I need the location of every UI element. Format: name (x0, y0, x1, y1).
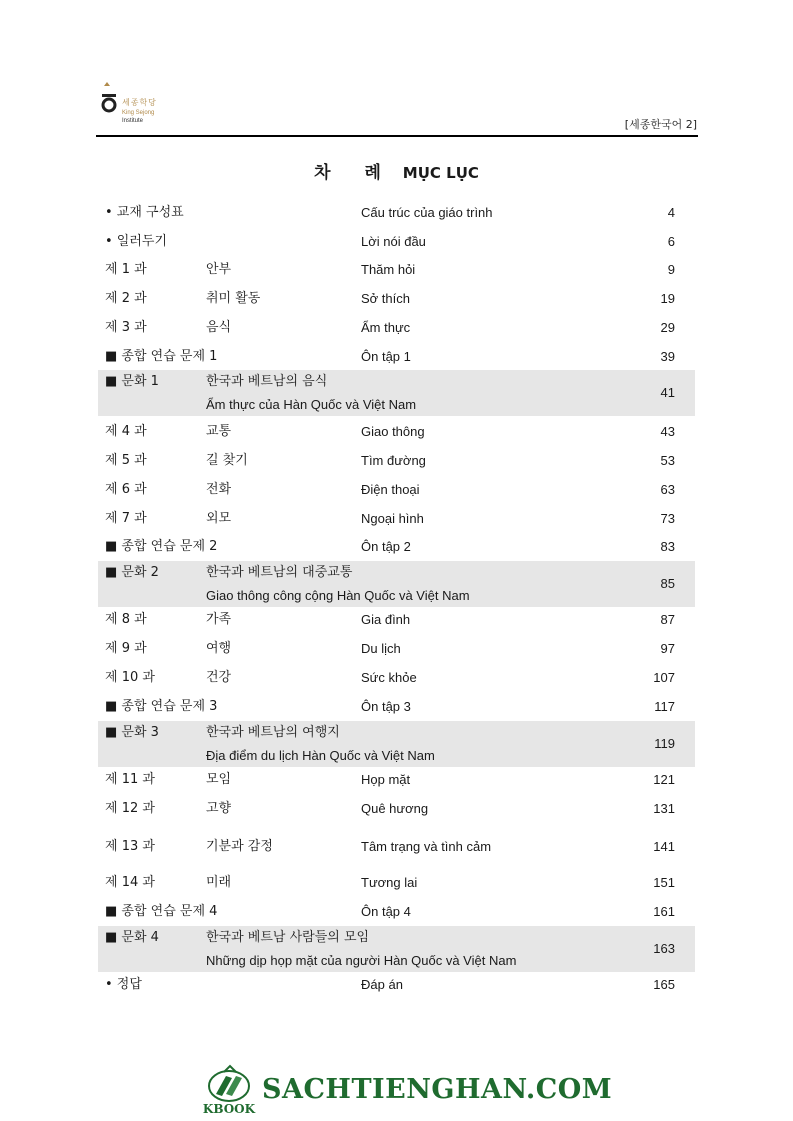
toc-page-number: 29 (660, 320, 675, 335)
toc-vietnamese-title: Giao thông (361, 424, 425, 439)
toc-row (98, 291, 695, 309)
toc-label: 제 4 과 (105, 424, 147, 439)
toc-row (98, 904, 695, 922)
toc-korean-title: 모임 (206, 772, 232, 787)
toc-label: 제 6 과 (105, 482, 147, 497)
kbook-book-icon (204, 1064, 254, 1104)
toc-label: 제 2 과 (105, 291, 147, 306)
toc-vietnamese-title: Giao thông công cộng Hàn Quốc và Việt Nam (206, 588, 470, 603)
toc-page-number: 9 (667, 262, 675, 277)
toc-page-number: 41 (660, 385, 675, 400)
toc-korean-title: 전화 (206, 482, 232, 497)
toc-row-culture (98, 561, 695, 607)
logo-english-name: King Sejong (122, 110, 155, 116)
toc-label: 제 10 과 (105, 670, 155, 685)
page-title (0, 158, 793, 183)
toc-row-culture (98, 370, 695, 416)
toc-label: ■ 종합 연습 문제 3 (105, 699, 218, 714)
toc-korean-title: 여행 (206, 641, 232, 656)
toc-page-number: 163 (653, 941, 675, 956)
toc-vietnamese-title: Tâm trạng và tình cảm (361, 839, 492, 854)
toc-label: ■ 종합 연습 문제 2 (105, 539, 218, 554)
toc-row (98, 612, 695, 630)
toc-label: 제 8 과 (105, 612, 147, 627)
toc-row (98, 349, 695, 367)
institute-emblem-icon (98, 82, 122, 116)
toc-row (98, 320, 695, 338)
toc-page-number: 141 (653, 839, 675, 854)
toc-label: ■ 종합 연습 문제 4 (105, 904, 218, 919)
toc-page-number: 53 (660, 453, 675, 468)
logo-english-suffix: Institute (122, 118, 144, 124)
toc-vietnamese-title: Cấu trúc của giáo trình (361, 205, 493, 220)
toc-vietnamese-title: Lời nói đầu (361, 234, 426, 249)
toc-korean-title: 길 찾기 (206, 453, 248, 468)
toc-page-number: 151 (653, 875, 675, 890)
toc-row (98, 772, 695, 790)
toc-korean-title: 건강 (206, 670, 232, 685)
toc-row (98, 699, 695, 717)
toc-korean-title: 기분과 감정 (206, 839, 273, 854)
toc-korean-title: 한국과 베트남의 음식 (206, 374, 328, 389)
toc-page-number: 4 (667, 205, 675, 220)
toc-label: 제 14 과 (105, 875, 155, 890)
toc-vietnamese-title: Ẩm thực của Hàn Quốc và Việt Nam (206, 397, 417, 412)
toc-vietnamese-title: Họp mặt (361, 772, 411, 787)
toc-vietnamese-title: Ẩm thực (361, 320, 411, 335)
toc-page-number: 117 (654, 699, 675, 714)
toc-row (98, 511, 695, 529)
site-name: SACHTIENGHAN.COM (262, 1074, 613, 1105)
toc-vietnamese-title: Ôn tập 4 (361, 904, 411, 919)
toc-vietnamese-title: Gia đình (361, 612, 411, 627)
toc-korean-title: 안부 (206, 262, 232, 277)
toc-label: • 정답 (105, 977, 142, 992)
toc-page-number: 121 (653, 772, 675, 787)
toc-label: • 교재 구성표 (105, 205, 184, 220)
header-divider (96, 135, 698, 137)
toc-page-number: 87 (660, 612, 675, 627)
toc-label: ■ 문화 4 (105, 930, 159, 945)
toc-vietnamese-title: Ôn tập 2 (361, 539, 411, 554)
toc-page-number: 165 (653, 977, 675, 992)
toc-row (98, 205, 695, 223)
title-vietnamese: MỤC LỤC (402, 164, 479, 182)
toc-vietnamese-title: Những dịp họp mặt của người Hàn Quốc và Việt Nam (206, 953, 517, 968)
toc-korean-title: 외모 (206, 511, 232, 526)
toc-korean-title: 취미 활동 (206, 291, 261, 306)
toc-page-number: 119 (654, 736, 675, 751)
toc-page-number: 107 (653, 670, 675, 685)
toc-page-number: 6 (667, 234, 675, 249)
toc-korean-title: 고향 (206, 801, 232, 816)
toc-label: • 일러두기 (105, 234, 168, 249)
toc-row (98, 670, 695, 688)
toc-page-number: 39 (660, 349, 675, 364)
footer-brand (200, 1062, 620, 1120)
toc-vietnamese-title: Điện thoại (361, 482, 420, 497)
toc-korean-title: 미래 (206, 875, 232, 890)
toc-row (98, 801, 695, 819)
toc-row (98, 839, 695, 857)
toc-korean-title: 한국과 베트남의 여행지 (206, 725, 340, 740)
toc-label: 제 5 과 (105, 453, 147, 468)
toc-label: 제 11 과 (105, 772, 155, 787)
toc-vietnamese-title: Du lịch (361, 641, 401, 656)
kbook-label: KBOOK (202, 1102, 256, 1116)
title-korean: 차 례 (314, 163, 395, 183)
toc-vietnamese-title: Sức khỏe (361, 670, 417, 685)
toc-label: 제 1 과 (105, 262, 147, 277)
toc-vietnamese-title: Đáp án (361, 977, 403, 992)
toc-page-number: 131 (653, 801, 675, 816)
toc-row (98, 424, 695, 442)
toc-row (98, 539, 695, 557)
toc-vietnamese-title: Sở thích (361, 291, 410, 306)
toc-row-culture (98, 721, 695, 767)
toc-row-culture (98, 926, 695, 972)
toc-vietnamese-title: Tìm đường (361, 453, 426, 468)
toc-label: ■ 문화 1 (105, 374, 159, 389)
toc-row (98, 262, 695, 280)
toc-page-number: 161 (653, 904, 675, 919)
toc-row (98, 641, 695, 659)
toc-row (98, 875, 695, 893)
toc-vietnamese-title: Ôn tập 3 (361, 699, 411, 714)
toc-page-number: 63 (660, 482, 675, 497)
logo-korean-name: 세종학당 (122, 98, 157, 107)
toc-page-number: 97 (660, 641, 675, 656)
toc-vietnamese-title: Thăm hỏi (361, 262, 416, 277)
toc-vietnamese-title: Địa điểm du lịch Hàn Quốc và Việt Nam (206, 748, 435, 763)
toc-row (98, 453, 695, 471)
toc-korean-title: 교통 (206, 424, 232, 439)
toc-page-number: 85 (660, 576, 675, 591)
toc-label: 제 3 과 (105, 320, 147, 335)
toc-vietnamese-title: Tương lai (361, 875, 418, 890)
toc-label: 제 12 과 (105, 801, 155, 816)
toc-label: 제 7 과 (105, 511, 147, 526)
toc-label: ■ 문화 2 (105, 565, 159, 580)
toc-korean-title: 가족 (206, 612, 232, 627)
toc-label: ■ 문화 3 (105, 725, 159, 740)
toc-page-number: 83 (660, 539, 675, 554)
institute-logo (96, 80, 216, 136)
toc-vietnamese-title: Quê hương (361, 801, 429, 816)
toc-row (98, 482, 695, 500)
toc-label: ■ 종합 연습 문제 1 (105, 349, 218, 364)
toc-korean-title: 음식 (206, 320, 232, 335)
toc-row (98, 234, 695, 252)
toc-korean-title: 한국과 베트남 사람들의 모임 (206, 930, 370, 945)
toc-label: 제 13 과 (105, 839, 155, 854)
toc-vietnamese-title: Ôn tập 1 (361, 349, 411, 364)
book-tag: [세종한국어 2] (624, 118, 697, 131)
toc-vietnamese-title: Ngoại hình (361, 511, 424, 526)
toc-label: 제 9 과 (105, 641, 147, 656)
toc-page-number: 19 (660, 291, 675, 306)
toc-page-number: 73 (660, 511, 675, 526)
toc-row (98, 977, 695, 995)
toc-korean-title: 한국과 베트남의 대중교통 (206, 565, 353, 580)
toc-page-number: 43 (660, 424, 675, 439)
